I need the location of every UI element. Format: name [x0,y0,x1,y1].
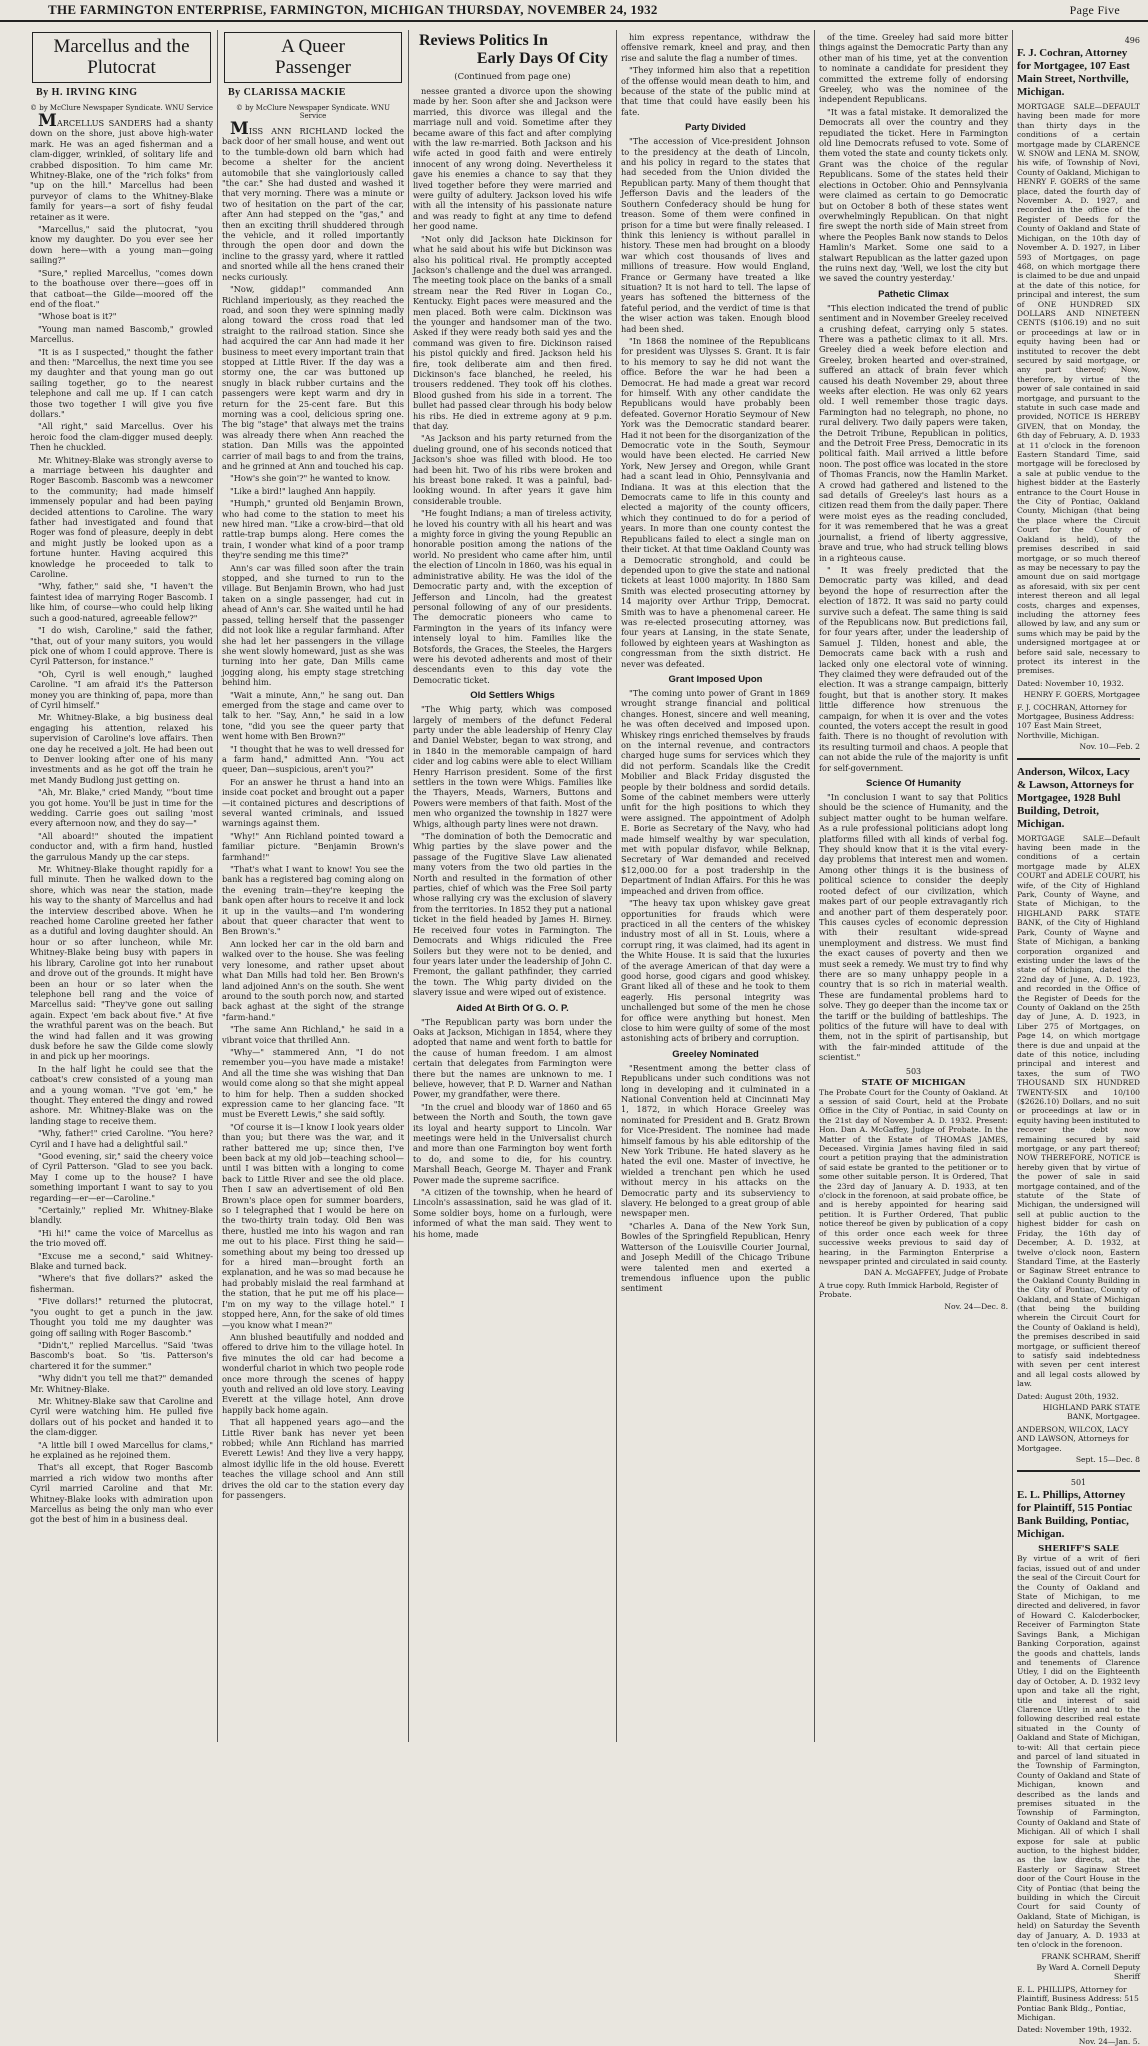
paragraph: "The Republican party was born under the Oaks at Jackson, Michigan in 1854, where they adopted that name and went forth to battle for the cause of human freedom. I am almost certain that delegates from Farmington were there but the names are unknown to me. I believe, however, that P. D. Warner and Nathan Power, my grandfather, were there. [413,1016,612,1100]
story-title-line-1: Marcellus and the [53,36,190,57]
subhead: Old Settlers Whigs [470,690,555,702]
paragraph: "In 1868 the nominee of the Republicans for president was Ulysses S. Grant. It is fair to his memory to say he did not want the office. Before the war he had been a Democrat. He had made a great war record for himself. With any other candidate the Republicans would have probably been defeated. Governor Horatio Seymour of New York was the Democratic standard bearer. Had it not been for the disorganization of the Democratic vote in the South, Seymour would have been elected. He carried New York, New Jersey and Oregon, while Grant had a scant lead in Ohio, Pennsylvania and Indiana. It was at this election that the Democrats came to life in this county and elected a majority of the county officers, which they continued to do for a period of years. In more than one county contest the Republicans failed to elect a single man on their ticket. At that time Oakland County was a Democratic stronghold, and could be depended upon to give the state and national tickets at least 1000 majority. In 1880 Sam Smith was elected prosecuting attorney by 14 majority over Arthur Tripp, Democrat. Smith was to have a phenomenal career. He was re-elected prosecuting attorney, was four years at Lansing, in the state Senate, followed by eighteen years at Washington as congressman from the sixth district. He never was defeated. [621,335,810,669]
paragraph: "The accession of Vice-president Johnson to the presidency at the death of Lincoln, and his policy in regard to the states that had seceded from the Union divided the Republican party. Many of them thought that Jefferson Davis and the leaders of the Southern Confederacy should be hung for treason. Some of them were confined in prison for a time but were finally released. I think this leniency is without parallel in history. These men had brought on a bloody war which cost thousands of lives and millions of treasure. How would England, France or Germany have treated a like situation? It is not hard to tell. The lapse of years has softened the bitterness of the fateful period, and the verdict of time is that the wiser action was taken. Enough blood had been shed. [621,136,810,334]
paragraph: Ann blushed beautifully and nodded and offered to drive him to the village hotel. In five minutes the old car had become a wonderful chariot in which two people rode once more through the scenes of happy youth and relived an old love story. Leaving Everett at the village hotel, Ann drove happily back home again. [222,1331,404,1415]
article-body-c [413,1017,612,1240]
paragraph: "In conclusion I want to say that Politics should be the science of Humanity, and the subject matter ought to be human welfare. As a rule professional politicians adopt long platforms filled with all kinds of verbal fog. They should know that it is the vital every-day problems that interest men and women. Among other things it is the business of political science to consider the deeply rooted defect of our civilization, which makes part of our people extravagantly rich and another part of them desperately poor. This causes cycles of economic depression with their resultant wide-spread unemployment and distress. We must find the exact causes of poverty and then we must seek a remedy. We must try to find why there are so many unhappy people in a country that is so rich in material wealth. These are fundamental problems hard to solve. They go deeper than the income tax or the tariff or the building of battleships. The politics of the future will have to deal with them, not in the spirit of partisanship, but with the fair-minded attitude of the scientist." [819,792,1008,1063]
notice-dated: Dated: November 19th, 1932. [1017,2025,1132,2035]
paragraph: "Certainly," replied Mr. Whitney-Blake blandly. [30,1205,213,1226]
syndicate-credit: © by McClure Newspaper Syndicate. WNU Service [235,104,391,120]
paragraph: "A citizen of the township, when he heard of Lincoln's assassination, said he was glad of it. Some soldier boys, home on a furlough, were informed of what the man said. They went to his home, made [413,1187,612,1239]
notice-dated: Dated: November 10, 1932. [1017,678,1124,688]
article-body-b [819,303,1008,773]
column-reviews-politics [408,30,616,1742]
legal-notice-sheriff-sale [1017,1478,1140,2046]
probate-run-dates: Nov. 24—Dec. 8. [944,1301,1008,1311]
paragraph: "Resentment among the better class of Republicans under such conditions was not long in developing and it culminated in a National Convention held at Cincinnati May 1, 1872, in which Horace Greeley was nominated for President and B. Gratz Brown for Vice-President. The nominee had made himself famous by his able editorship of the New York Tribune. He hated slavery as he hated the evil one. Master of invective, he wielded a trenchant pen which he used without mercy in his attacks on the Democratic party and its subserviency to slavery. He belonged to a great group of able newspaper men. [621,1062,810,1219]
paragraph: "Wait a minute, Ann," he sang out. Dan emerged from the stage and came over to talk to her. "Say, Ann," he said in a low tone, "did you see the queer party that went home with Ben Brown?" [222,689,404,742]
paragraph: "They informed him also that a repetition of the offense would mean death to him, and because of the state of the public mind at that time that could have easily been his fate. [621,65,810,117]
probate-text: The Probate Court for the County of Oakland. At a session of said Court, held at the Probate Office in the City of Pontiac, in said County on the 21st day of November A. D. 1932. Present: Hon. Dan A. McGaffey, Judge of Probate. In the Matter of the Estate of THOMAS JAMES, Deceased. Virginia James having filed in said court a petition praying that the administration of said estate be granted to the petitioner or to some other suitable person. It is Ordered, That the 23rd day of January A. D. 1933, at ten o'clock in the forenoon, at said probate office, be and is hereby appointed for hearing said petition. It is Further Ordered, That public notice thereof be given by publication of a copy of this order once each week for three successive weeks previous to said day of hearing, in the Farmington Enterprise a newspaper printed and circulated in said county. [819,1087,1008,1266]
paragraph: "I do wish, Caroline," said the father, "that, out of your many suitors, you would pick one of whom I could approve. There is Cyril Patterson, for instance." [30,625,213,667]
column-politics-continued [616,30,814,1742]
paragraph: "Why—" stammered Ann, "I do not remember you—you have made a mistake! And all the time she was wishing that Dan would come along so that she might appeal to him for help. Then a sudden shocked expression came to her glancing face. "It must be Everett Lewis," she said softly. [222,1046,404,1120]
story-body [222,119,404,1500]
column-legal-notices [1012,30,1144,2046]
notice-text: By virtue of a writ of fieri facias, issued out of and under the seal of the Circuit Court for the County of Oakland and State of Michigan, to me directed and delivered, in favor of Howard C. Kalcderbocker, Receiver of Farmington State Savings Bank, a Michigan Banking Corporation, against the goods and chattels, lands and tenements of Clarence Utley, I did on the Eighteenth day of October, A. D. 1932 levy upon and take all the right, title and interest of said Clarence Utley in and to the following described real estate situated in the County of Oakland and State of Michigan, to-wit: All that certain piece and parcel of land situated in the Township of Farmington, County of Oakland and State of Michigan, known and described as the lands and premises situated in the Township of Farmington, County of Oakland and State of Michigan. All of which I shall expose for sale at public auction, to the highest bidder, as the law directs, at the Easterly or Saginaw Street door of the Court House in the City of Pontiac (that being the building in which the Circuit Court for said County of Oakland, State of Michigan, is held) on Saturday the Seventh day of January, A. D. 1933 at ten o'clock in the forenoon. [1017,1554,1140,1950]
paragraph: "I thought that he was to well dressed for a farm hand," admitted Ann. "You act queer, Dan—suspicious, aren't you?" [222,743,404,775]
notice-title: Anderson, Wilcox, Lacy & Lawson, Attorneys for Mortgagee, 1928 Buhl Building, Detroit, Michigan. [1017,765,1134,830]
paragraph: MARCELLUS SANDERS had a shanty down on the shore, just above high-water mark. He was an aged fisherman and a clam-digger, wrinkled, of solitary life and crabbed disposition. To him came Mr. Whitney-Blake, one of the "rich folks" from "up on the hill." Marcellus had been purveyor of clams to the Whitney-Blake family for years—a sort of fishy feudal retainer as it were. [30,111,213,222]
notice-run-dates: Nov. 24—Jan. 5. [1078,2036,1140,2046]
subhead: Party Divided [685,122,746,134]
column-story-queer-passenger [217,30,408,1742]
byline: By CLARISSA MACKIE [228,87,346,98]
article-body-d [621,1063,810,1294]
paragraph: Mr. Whitney-Blake, a big business deal engaging his attention, relaxed his supervision of Caroline's love affairs. Then one day he received a jolt. He had been out to Denver looking after one of his many investments and as he got off the train he met Mandy Budlong just getting on. [30,712,213,785]
notice-attorney: ANDERSON, WILCOX, LACY AND LAWSON, Attorneys for Mortgagee. [1017,1424,1129,1453]
notice-text: MORTGAGE SALE—DEFAULT having been made for more than thirty days in the conditions of a certain mortgage made by CLARENCE W. SNOW and LENA M. SNOW, his wife, of Township of Novi, County of Oakland, Michigan to HENRY F. GOERS of the same place, dated the fourth day of November A. D. 1927, and recorded in the office of the Register of Deeds for the County of Oakland and State of Michigan, on the 10th day of November A. D. 1927, in Liber 593 of Mortgages, on page 468, on which mortgage there is claimed to be due and unpaid at the date of this notice, for principal and interest, the sum of ONE HUNDRED SIX DOLLARS AND NINETEEN CENTS ($106.19) and no suit or proceedings at law or in equity having been had or instituted to recover the debt secured by said mortgage, or any part thereof; Now, therefore, by virtue of the power of sale contained in said mortgage, and pursuant to the statute in such case made and provided, NOTICE IS HEREBY GIVEN, that on Monday, the 6th day of February, A. D. 1933 at 11 o'clock in the forenoon Eastern Standard Time, said mortgage will be foreclosed by a sale at public vendue to the highest bidder at the Easterly entrance to the Court House in the City of Pontiac, Oakland County, Michigan (that being the place where the Circuit Court for the County of Oakland is held), of the premises described in said mortgage, or so much thereof as may be necessary to pay the amount due on said mortgage as aforesaid, with six per cent interest thereon and all legal costs, charges and expenses, including the attorney fees allowed by law, and any sum or sums which may be paid by the undersigned mortgagee at or before said sale, necessary to protect its interest in the premises. [1017,102,1140,676]
paragraph: "Good evening, sir," said the cheery voice of Cyril Patterson. "Glad to see you back. May I come up to the house? I have something important I want to say to you regarding—er—er—Caroline." [30,1151,213,1203]
paragraph: "As Jackson and his party returned from the dueling ground, one of his seconds noticed that Jackson's shoe was filled with blood. He too had been hit. Two of his ribs were broken and his breast bone raked. It was a painful, bad-looking wound. In after years it gave him considerable trouble. [413,433,612,506]
notice-text: MORTGAGE SALE—Default having been made in the conditions of a certain mortgage made by ALEX COURT and ADELE COURT, his wife, of the City of Highland Park, County of Wayne, and State of Michigan, to the HIGHLAND PARK STATE BANK, of the City of Highland Park, County of Wayne and State of Michigan, a banking corporation organized and existing under the laws of the state of Michigan, dated the 22nd day of June, A. D. 1923, and recorded in the Office of the Register of Deeds for the County of Oakland on the 25th day of June, A. D. 1923, in Liber 275 of Mortgages, on Page 14, on which mortgage there is due and unpaid at the date of this notice, including principal and interest and taxes, the sum of TWO THOUSAND SIX HUNDRED TWENTY-SIX and 10/100 ($2626.10) Dollars, and no suit or proceedings at law or in equity having been instituted to recover the debt now remaining secured by said mortgage, or any part thereof; NOW THEREFORE, NOTICE is hereby given that by virtue of the power of sale in said mortgage contained, and of the statute of the State of Michigan, the undersigned will sell at public auction to the highest bidder for cash on Friday, the 16th day of December, A. D. 1932, at twelve o'clock noon, Eastern Standard Time, at the Easterly or Saginaw Street entrance to the Oakland County Building in the City of Pontiac, County of Oakland, and State of Michigan (that being the building wherein the Circuit Court for the County of Oakland is held), the premises described in said mortgage, or sufficient thereof to satisfy said indebtedness with seven per cent interest and all legal costs allowed by law. [1017,833,1140,1389]
paragraph: Mr. Whitney-Blake thought rapidly for a full minute. Then he walked down to the shore, which was near the station, made his way to the shanty of Marcellus and had the interview described above. When he reached home Caroline greeted her father as a dutiful and loving daughter should. An hour or so after luncheon, while Mr. Whitney-Blake being busy with papers in his library, Caroline got into her runabout and drove out of the grounds. It might have been an hour or so later when the telephone bell rang and the voice of Marcellus said: "They've gone out sailing again. Expect 'em back about five." At five the wrathful parent was on the beach. But the wind had fallen and it was growing dusk before he saw the Gilde come slowly in and pick up her moorings. [30,864,213,1062]
paragraph: "Hi hi!" came the voice of Marcellus as the trio moved off. [30,1227,213,1249]
paragraph: "Like a bird!" laughed Ann happily. [230,485,376,496]
paragraph: "Where's that five dollars?" asked the fisherman. [30,1273,213,1294]
article-body-b [413,704,612,997]
paragraph: "Five dollars!" returned the plutocrat, "you ought to get a punch in the jaw. Thought you told me my daughter was going off sailing with Roger Bascomb." [30,1296,213,1338]
paragraph: "Ah, Mr. Blake," cried Mandy, "'bout time you got home. You'll be just in time for the wedding. Carrie goes out sailing 'most every afternoon now, and they do say—" [30,787,213,829]
probate-heading: STATE OF MICHIGAN [861,1077,966,1088]
paragraph: "How's she goin'?" he wanted to know. [230,473,391,484]
notice-dated: Dated: August 20th, 1932. [1017,1391,1119,1401]
notice-run-dates: Sept. 15—Dec. 8 [1075,1455,1140,1465]
paragraph: "Not only did Jackson hate Dickinson for what he said about his wife but Dickinson was also his political rival. He promptly accepted Jackson's challenge and the duel was arranged. The meeting took place on the banks of a small stream near the Red River in Logan Co., Kentucky. Eight paces were measured and the men placed. Both were calm. Dickinson was the younger and handsomer man of the two. Asked if they were ready both said yes and the command was given to fire. Dickinson raised his pistol quickly and fired. Jackson held his fire, took deliberate aim and then fired. Dickinson's face blanched, he reeled, his trousers reddened. They took off his clothes. Blood gushed from his side in a torrent. The bullet had passed clear through his body below his ribs. He died in extreme agony at 9 p.m. that day. [413,233,612,431]
story-body [30,111,213,1525]
paragraph: "All aboard!" shouted the impatient conductor and, with a firm hand, hustled the garrulous Mandy up the car steps. [30,830,213,862]
paragraph: That all happened years ago—and the Little River bank has never yet been robbed; while Ann Richland has married Everett Lewis! And they live a very happy, almost idyllic life in the old house. Everett teaches the village school and Ann still drives the old car to the station every day for passengers. [222,1417,404,1500]
story-title-line-2: Plutocrat [87,57,156,78]
article-body-a [819,32,1008,284]
paragraph: "A little bill I owed Marcellus for clams," he explained as he rejoined them. [30,1439,213,1460]
story-title-line-2: Passenger [275,57,351,78]
article-body-c [621,688,810,1044]
byline: By H. IRVING KING [36,87,138,98]
paragraph: "Sure," replied Marcellus, "comes down to the boathouse over there—goes off in that catboat—the Gilde—moored off the end of the float." [30,267,213,309]
syndicate-credit: © by McClure Newspaper Syndicate. WNU Service [30,104,213,112]
subhead: Aided At Birth Of G. O. P. [456,1002,569,1014]
column-story-marcellus [26,30,217,1742]
legal-notice-cochran [1017,36,1140,760]
article-headline [419,32,612,68]
notice-run-dates: Nov. 10—Feb. 2 [1079,742,1140,752]
paragraph: "The heavy tax upon whiskey gave great opportunities for frauds which were practiced in all the centers of the whiskey industry most of all in St. Louis, where a corrupt ring, it was claimed, had its agent in the White House. It is said that the luxuries of the average American of that day were a good horse, good cigars and good whiskey. Grant liked all of these and he took to them eagerly. His personal integrity was unchallenged but some of the men he chose for office were anything but honest. Men close to him were guilty of some of the most astonishing acts of bribery and corruption. [621,898,810,1044]
paragraph: of the time. Greeley had said more bitter things against the Democratic Party than any other man of his time, yet at the convention to nominate a candidate for president they committed the extreme folly of endorsing Greeley, who was the nominee of the independent Republicans. [819,32,1008,105]
paragraph: "Oh, Cyril is well enough," laughed Caroline. "I am afraid it's the Patterson money you are thinking of, papa, more than of Cyril himself." [30,668,213,710]
notice-title: F. J. Cochran, Attorney for Mortgagee, 107 East Main Street, Northville, Michigan. [1017,47,1130,98]
article-body-a [413,86,612,685]
headline-line-2: Early Days Of City [476,50,608,67]
paragraph: "Young man named Bascomb," growled Marcellus. [30,323,213,345]
probate-judge: DAN A. McGAFFEY, Judge of Probate [863,1268,1008,1278]
paragraph: "That's what I want to know! You see the bank has a registered bag coming along on the evening train—they're keeping the bank open after hours to receive it and lock it up in the vaults—and I'm wondering about that queer character that went to Ben Brown's." [222,864,404,937]
paragraph: "It was a fatal mistake. It demoralized the Democrats all over the country and they repudiated the ticket. Here in Farmington old line Democrats refused to vote. Some of them voted the state and county tickets only. Grant was the choice of the regular Republicans. Some of the states held their elections in October. Ohio and Pennsylvania were claimed as certain to go Democratic but on October 8 both of these states went overwhelmingly Republican. On that night fire swept the north side of Main street from where the Peoples Bank now stands to Delos Hamlin's Market. Some one said to a stalwart Republican as the latter gazed upon the ruins next day, 'Well, we lost the city but we saved the country yesterday.' [819,106,1008,284]
subhead: Pathetic Climax [878,288,949,300]
paragraph: Mr. Whitney-Blake saw that Caroline and Cyril were watching him. He pulled five dollars out of his pocket and handed it to the clam-digger. [30,1395,213,1438]
paragraph: "In the cruel and bloody war of 1860 and 65 between the North and South, the town gave its loyal and hearty support to Lincoln. War meetings were held in the Universalist church and more than one Farmington boy went forth to do, and some to die, for his country. Marshall Beach, George M. Thayer and Frank Power made the supreme sacrifice. [413,1101,612,1185]
paragraph: "Humph," grunted old Benjamin Brown, who had come to the station to meet his new hired man. "Like a crow-bird—that old rattle-trap bumps along. Here comes the train, I wonder what kind of a poor tramp they're sending me this time?" [222,498,404,561]
paragraph: "The coming unto power of Grant in 1869 wrought strange financial and political changes. Honest, sincere and well meaning, he was often deceived and imposed upon. Whiskey rings enriched themselves by frauds on the internal revenue, and contractors charged huge sums for services which they did not perform. Scandals like the Credit Mobilier and Black Friday disgusted the people by their boldness and sordid details. Some of the cabinet members were utterly unfit for the high positions to which they were assigned. The appointment of Adolph E. Borie as Secretary of the Navy, who had made himself wealthy by war speculation, met with popular disfavor, while Belknap, Secretary of War demanded and received $12,000.00 for a post tradership in the Department of Indian Affairs. For this he was impeached and driven from office. [621,687,810,896]
paragraph: "He fought Indians; a man of tireless activity, he loved his country with all his heart and was a mighty force in giving the young Republic an honorable position among the nations of the world. No president who came after him, until the election of Lincoln in 1860, was his equal in administrative ability. He was the idol of the Democratic party and, with the exception of Jefferson and Lincoln, had the greatest personal following of any of our presidents. The democratic pioneers who came to Farmington in the years of its infancy were intensely loyal to him. Families like the Botsfords, the Graces, the Steeles, the Hargers were his devoted adherents and most of their descendants even to this day vote the Democratic ticket. [413,508,612,685]
subhead: Greeley Nominated [672,1048,759,1060]
paragraph: "Why didn't you tell me that?" demanded Mr. Whitney-Blake. [30,1373,213,1394]
paragraph: "It is as I suspected," thought the father and then: "Marcellus, the next time you see my daughter and that young man go out sailing together, go to the nearest telephone and call me up. If I can catch those two together I will give you five dollars." [30,346,213,419]
subhead: Science Of Humanity [865,778,962,790]
story-title-line-1: A Queer [281,36,345,57]
paragraph: "This election indicated the trend of public sentiment and in November Greeley received a crushing defeat, carrying only 5 states. There was a pathetic climax to it all. Mrs. Greeley died a week before election and Greeley, broken hearted and over-strained, suffered an attack of brain fever which caused his death November 29, about three weeks after election. He was only 62 years old. I well remember those tragic days. Farmington had no telegraph, no phone, no rural delivery. Two daily papers were taken, the Detroit Tribune, Republican in politics, and the Detroit Free Press, Democratic in its political faith. Mail arrived a little before noon. The post office was located in the store of Thomas Francis, now the Hamlin Market. A crowd had gathered and listened to the sad details of Greeley's last hours as a citizen read them from the daily paper. There were moist eyes as the reading concluded, for it was remembered that he was a great journalist, a friend of liberty aggressive, brave and true, who had struck telling blows in a righteous cause. [819,302,1009,563]
paragraph: "Now, giddap!" commanded Ann Richland imperiously, as they reached the road, and soon they were spinning madly along toward the cross road that led straight to the railroad station. Since she had acquired the car Ann had made it her business to meet every important train that stopped at Little River. If the day was a stormy one, the car was buttoned up snugly in black rubber curtains and the passengers were kept warm and dry in return for the 25-cent fare. But this morning was a cool, delicious spring one. The big "stage" that always met the trains was already there when Ann reached the station. Dan Mills was the appointed carrier of mail bags to and from the trains, and he grinned at Ann and touched his cap. [222,284,404,471]
paragraph: Ann locked her car in the old barn and walked over to the house. She was feeling very lonesome, and rather upset about what Dan Mills had told her. Ben Brown's land adjoined Ann's on the south. She went around to the south porch now, and started back aghast at the sight of the strange "farm-hand." [222,938,404,1022]
masthead-title: THE FARMINGTON ENTERPRISE, FARMINGTON, MICHIGAN THURSDAY, NOVEMBER 24, 1932 [48,2,658,17]
paragraph: "Why, father," said she, "I haven't the faintest idea of marrying Roger Bascomb. I like him, of course—who could help liking such a good-natured, agreeable fellow?" [30,581,213,623]
paragraph: " It was freely predicted that the Democratic party was killed, and dead beyond the hope of resurrection after the election of 1872. It was said no party could survive such a defeat. The same thing is said of the Republicans now. But predictions fail, for four years after, under the leadership of Samuel J. Tilden, honest and able, the Democrats came back with a rush and lacked only one electoral vote of winning. They claimed they were defrauded out of the election. It was a strange campaign, bitterly fought, but that is another story. It makes little difference how strenuous the campaign, for when it is over and the votes counted, the voters accept the result in good faith. There is no thought of revolution with its resulting turmoil and chaos. A people that can not abide the rule of the majority is unfit for self-government. [819,564,1008,773]
page-number: Page Five [1069,2,1120,17]
notice-signer: FRANK SCHRAM, Sheriff [1041,1951,1140,1961]
article-body-a [621,32,810,117]
paragraph: "Of course it is—I know I look years older than you; but there was the war, and it rather battered me up; since then, I've been back at my old job—teaching school—until I was bitten with a longing to come back to Little River and see the old place. Then I saw an advertisement of old Ben Brown's place open for summer boarders, so I telegraphed that I would be here on the two-thirty train today. Old Ben was there, hustled me into his wagon and ran me out to his place. First thing he said—something about my being too dressed up for a hired man—brought forth an explanation, and he was so mad because he had probably mislaid the real farmhand at the station, that he put me off his place—I'm on my way to the village hotel." I stopped here, Ann, for the sake of old times—you know what I mean?" [222,1121,404,1330]
notice-number: 496 [1124,36,1140,45]
notice-deputy: By Ward A. Cornell Deputy Sheriff [1036,1962,1140,1982]
notice-attorney: F. J. COCHRAN, Attorney for Mortgagee, Business Address: 107 East Main Street, Northville, Michigan. [1017,702,1135,740]
paragraph: Mr. Whitney-Blake was strongly averse to a marriage between his daughter and Roger Bascomb. Bascomb was a newcomer to the community; had made himself immensely popular and had been paying decided attentions to Caroline. The wary father had investigated and found that Roger was fond of pleasure, deeply in debt and might justly be looked upon as a fortune hunter. Having acquired this knowledge he proceeded to talk to Caroline. [30,454,213,580]
paragraph: nessee granted a divorce upon the showing made by her. Soon after she and Jackson were married, this divorce was illegal and the marriage null and void. Sometime after they became aware of this fact and after complying with the law re-married. Both Jackson and his wife acted in good faith and were entirely innocent of any wrong doing. Nevertheless it gave his enemies a chance to say that they lived together before they were married and were guilty of adultery. Jackson loved his wife with all the intensity of his passionate nature and was ready to fight at any time to defend her good name. [413,86,612,232]
notice-signer: HIGHLAND PARK STATE BANK, Mortgagee. [1042,1403,1140,1422]
notice-attorney: E. L. PHILLIPS, Attorney for Plaintiff, Business Address: 515 Pontiac Bank Bldg., Pontiac, Michigan. [1017,1984,1139,2022]
story-title-box [224,32,402,83]
paragraph: "Why!" Ann Richland pointed toward a familiar picture. "Benjamin Brown's farmhand!" [222,830,404,862]
paragraph: MISS ANN RICHLAND locked the back door of her small house, and went out to the tumble-down old barn which had become a shelter for the ancient automobile that she vaingloriously called "the car." She had dusted and washed it that very morning. There was a minute or two of hesitation on the part of the car, after Ann had stepped on the "gas," and then an exciting thrill shuddered through the vehicle, and it rolled importantly through the open door and down the incline to the grassy yard, where it rattled and snorted while all the hens craned their necks curiously. [222,119,404,282]
notice-title: E. L. Phillips, Attorney for Plaintiff, 515 Pontiac Bank Building, Pontiac, Michigan. [1017,1489,1133,1541]
paragraph: "Excuse me a second," said Whitney-Blake and turned back. [30,1250,213,1272]
paragraph: That's all except, that Roger Bascomb married a rich widow two months after Cyril married Caroline and that Mr. Whitney-Blake looks with admiration upon Marcellus as being the only man who ever got the best of him in a business deal. [30,1462,213,1525]
paragraph: him express repentance, withdraw the offensive remark, kneel and pray, and then rise and salute the flag a number of times. [621,32,810,63]
paragraph: "Why, father!" cried Caroline. "You here? Cyril and I have had a delightful sail." [30,1128,213,1149]
notice-heading: SHERIFF'S SALE [1038,1544,1119,1555]
article-body-c [819,792,1008,1063]
paragraph: For an answer he thrust a hand into an inside coat pocket and brought out a paper—it contained pictures and descriptions of several wanted criminals, and issued warnings against them. [222,776,404,829]
paragraph: "All right," said Marcellus. Over his heroic food the clam-digger mused deeply. Then he chuckled. [30,421,213,453]
column-politics-conclusion [814,30,1012,1742]
paragraph: "Marcellus," said the plutocrat, "you know my daughter. Do you ever see her down here—with a young man—going sailing?" [30,224,213,266]
subhead: Grant Imposed Upon [668,673,763,685]
paragraph: Ann's car was filled soon after the train stopped, and she turned to run to the village. But Benjamin Brown, who had just taken on a single passenger, had cut in ahead of Ann's car. She waited until he had passed, telling herself that the passenger did not look like a regular farmhand. After she had let her passengers in the village she went slowly homeward, just as she was turning into her gate, Dan Mills came jogging along, his empty stage stretching behind him. [222,562,404,688]
paragraph: "The Whig party, which was composed largely of members of the defunct Federal party under the able leadership of Henry Clay and Daniel Webster, began to wax strong, and in 1840 in the memorable campaign of hard cider and log cabins were able to elect William Henry Harrison president. Some of the first settlers in the town were Whigs. Families like the Thayers, Meads, Warners, Buttons and Powers were members of that faith. Most of the men who organized the township in 1827 were Whigs, although party lines were not drawn. [413,704,612,829]
probate-copy: A true copy. Ruth Immick Harbold, Register of Probate. [819,1280,998,1300]
probate-notice-number: 503 [905,1066,922,1076]
paragraph: "The domination of both the Democratic and Whig parties by the slave power and the passage of the Fugitive Slave Law alienated many voters from the two old parties in the North and resulted in the formation of other parties, chief of which was the Free Soil party whose rallying cry was the exclusion of slavery from the territories. In 1852 they put a national ticket in the field headed by James H. Birney. He received four votes in Farmington. The Democrats and Whigs ridiculed the Free Soilers but they were not to be denied, and four years later under the leadership of John C. Fremont, the gallant pathfinder, they carried the town. The Whig party divided on the slavery issue and were wiped out of existence. [413,831,612,998]
paragraph: "Charles A. Dana of the New York Sun, Bowles of the Springfield Republican, Henry Watterson of the Louisville Courier Journal, and Joseph Medill of the Chicago Tribune were talented men and exerted a tremendous influence upon the public sentiment [621,1220,810,1294]
notice-signer: HENRY F. GOERS, Mortgagee [1023,690,1140,700]
paragraph: "Didn't," replied Marcellus. "Said 'twas Bascomb's boat. So 'tis. Patterson's chartered it for the summer." [30,1339,213,1371]
legal-notice-anderson [1017,766,1140,1473]
paragraph: In the half light he could see that the catboat's crew consisted of a young man and a young woman. "I've got 'em," he thought. They entered the dingy and rowed ashore. Mr. Whitney-Blake was on the landing stage to receive them. [30,1063,213,1126]
article-body-b [621,136,810,669]
notice-number: 501 [1070,1478,1087,1488]
story-title-box [32,32,211,83]
paragraph: "The same Ann Richland," he said in a vibrant voice that thrilled Ann. [222,1024,404,1045]
continued-note: (Continued from page one) [454,72,571,82]
headline-line-1: Reviews Politics In [419,32,548,49]
paragraph: "Whose boat is it?" [38,311,117,322]
masthead [0,0,1148,22]
